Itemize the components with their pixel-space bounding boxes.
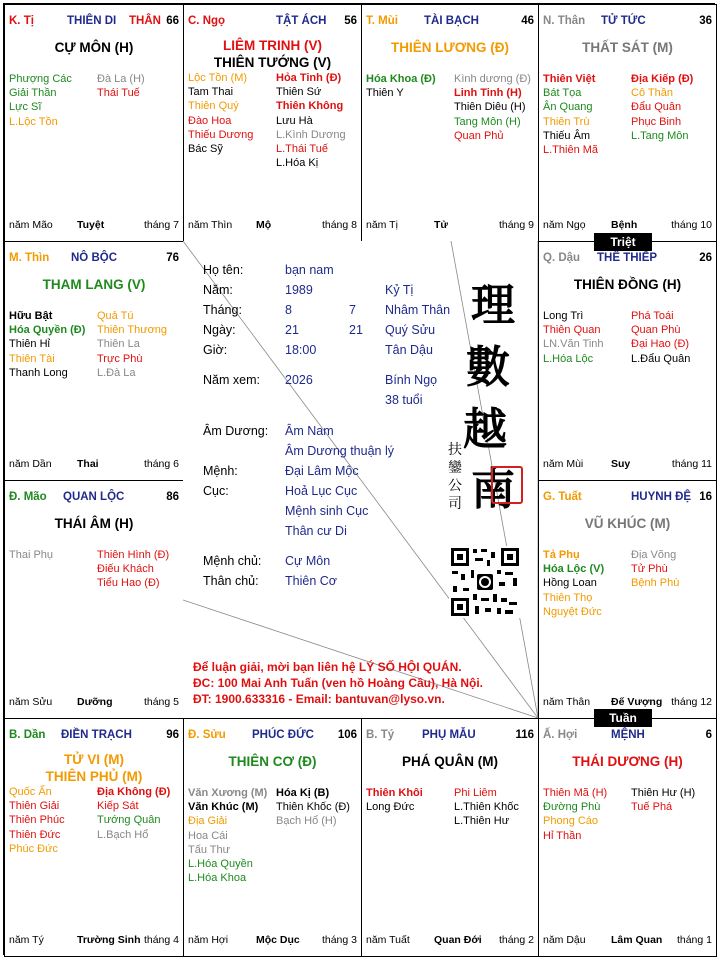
main-star: CỰ MÔN (H)	[54, 40, 134, 55]
label-ho-ten: Họ tên:	[203, 263, 244, 277]
minor-star: Thiên Y	[366, 87, 404, 100]
minor-star: Tuế Phá	[631, 801, 673, 814]
footer-month: tháng 3	[321, 934, 357, 946]
palace-name: MỆNH	[611, 729, 645, 741]
minor-star: Tướng Quân	[97, 814, 161, 827]
value-gio-can: Tân Dậu	[385, 343, 433, 357]
footer-year: năm Tý	[9, 934, 44, 946]
minor-star: Phục Binh	[631, 115, 682, 128]
qr-code	[449, 546, 521, 618]
left-star-column	[543, 72, 598, 157]
value-menh-chu: Cự Môn	[285, 554, 331, 568]
minor-star: Phượng Các	[9, 73, 72, 85]
main-star: THÁI ÂM (H)	[54, 516, 134, 531]
value-nam-xem: 2026	[285, 373, 313, 387]
palace-cell-k	[4, 4, 184, 242]
value-am-duong-2: Âm Dương thuận lý	[285, 444, 394, 458]
palace-footer	[5, 934, 183, 948]
left-star-column	[188, 71, 253, 156]
minor-star: Thiên Tài	[9, 352, 55, 365]
palace-name: THÊ THIẾP	[597, 252, 658, 264]
palace-age-number: 36	[699, 15, 712, 27]
palace-cell-t	[361, 4, 539, 242]
footer-month: tháng 5	[143, 696, 179, 708]
palace-age-number: 56	[344, 15, 357, 27]
minor-star: Thiếu Dương	[188, 128, 254, 141]
minor-star: Điếu Khách	[97, 563, 154, 576]
label-thang: Tháng:	[203, 303, 242, 317]
tuan-badge: Tuần	[594, 709, 652, 727]
palace-name: HUYNH ĐỆ	[631, 491, 692, 503]
minor-star: Quả Tú	[97, 310, 134, 322]
palace-footer	[539, 458, 716, 472]
palace-branch-label: Q. Dậu	[543, 252, 581, 264]
logo-char-3: 越	[463, 404, 507, 455]
palace-cell-ds	[183, 718, 362, 957]
minor-star: Địa Võng	[631, 549, 677, 561]
value-nam-xem-can: Bính Ngọ	[385, 373, 438, 387]
minor-star: L.Bạch Hổ	[97, 828, 149, 841]
footer-phase: Bệnh	[611, 219, 638, 231]
minor-star: Ân Quang	[543, 101, 593, 114]
footer-month: tháng 4	[143, 934, 179, 946]
left-star-column	[9, 309, 85, 380]
minor-star: Thiên Đức	[9, 828, 61, 841]
palace-cell-n	[538, 4, 717, 242]
minor-star: Nguyệt Đức	[543, 605, 602, 618]
minor-star: Tang Môn (H)	[454, 115, 521, 128]
minor-star: L.Lộc Tồn	[9, 115, 58, 128]
minor-star: Thiên Thọ	[543, 591, 593, 604]
than-marker: THÂN	[129, 15, 161, 27]
minor-star: Phúc Đức	[9, 842, 58, 855]
minor-star: L.Hóa Kị	[276, 157, 319, 170]
label-menh-chu: Mệnh chủ:	[203, 554, 262, 568]
footer-month: tháng 8	[321, 219, 357, 231]
value-tuoi: 38 tuổi	[385, 393, 423, 407]
footer-year: năm Dần	[9, 458, 52, 470]
minor-star: Tả Phụ	[543, 549, 580, 561]
palace-branch-label: B. Dần	[9, 729, 46, 741]
left-star-column	[366, 72, 436, 100]
palace-age-number: 86	[166, 491, 179, 503]
minor-star: L.Đà La	[97, 366, 136, 379]
logo-char-2: 數	[466, 342, 510, 393]
left-star-column	[366, 786, 423, 814]
palace-cell-c	[183, 4, 362, 242]
footer-phase: Lâm Quan	[611, 934, 663, 946]
palace-footer	[539, 219, 716, 233]
palace-cell-m	[4, 241, 184, 481]
minor-star: Bác Sỹ	[188, 142, 223, 155]
footer-month: tháng 9	[498, 219, 534, 231]
value-gio: 18:00	[285, 343, 317, 357]
palace-age-number: 26	[699, 252, 712, 264]
main-star: THÁI DƯƠNG (H)	[572, 754, 683, 769]
minor-star: Phi Liêm	[454, 787, 497, 799]
contact-info	[193, 659, 483, 707]
minor-star: Thiên Thương	[97, 324, 168, 337]
minor-star: Lưu Hà	[276, 114, 313, 127]
palace-cell-b	[4, 718, 184, 957]
palace-cell-a	[538, 718, 717, 957]
minor-star: Cô Thần	[631, 87, 673, 100]
contact-address: ĐC: 100 Mai Anh Tuấn (ven hồ Hoàng Cầu), Hà Nội.	[193, 676, 484, 690]
logo-char-1: 理	[471, 280, 515, 331]
minor-star: Địa Không (Đ)	[97, 786, 171, 798]
main-star: TỬ VI (M)	[64, 752, 124, 767]
palace-name: PHỤ MẪU	[422, 729, 476, 741]
footer-month: tháng 11	[671, 458, 712, 470]
palace-age-number: 76	[166, 252, 179, 264]
minor-star: Hữu Bật	[9, 310, 53, 322]
minor-star: Thiên Trù	[543, 115, 590, 128]
minor-star: Thiên Khốc (Đ)	[276, 801, 350, 814]
right-star-column	[631, 548, 679, 591]
footer-month: tháng 10	[671, 219, 712, 231]
footer-year: năm Mão	[9, 219, 53, 231]
minor-star: L.Thiên Mã	[543, 143, 599, 156]
minor-star: Kiếp Sát	[97, 800, 139, 813]
palace-name: ĐIỀN TRẠCH	[61, 729, 132, 741]
minor-star: Long Trì	[543, 310, 584, 322]
palace-age-number: 66	[166, 15, 179, 27]
minor-star: Hỏa Tinh (Đ)	[276, 72, 342, 84]
label-am-duong: Âm Dương:	[203, 424, 269, 438]
value-ngay-solar: 21	[285, 323, 299, 337]
minor-star: Thai Phụ	[9, 549, 54, 561]
value-thang-can: Nhâm Thân	[385, 303, 451, 317]
palace-age-number: 106	[337, 729, 357, 741]
palace-footer	[539, 696, 716, 710]
palace-name: THIÊN DI	[67, 15, 117, 27]
minor-star: Thiên Sứ	[276, 86, 322, 99]
palace-age-number: 46	[521, 15, 534, 27]
palace-name: TỬ TỨC	[601, 15, 646, 27]
palace-branch-label: T. Mùi	[366, 15, 398, 27]
footer-month: tháng 2	[498, 934, 534, 946]
palace-footer	[539, 934, 716, 948]
seal-text: 扶鑾公司	[448, 442, 462, 512]
minor-star: Địa Giải	[188, 815, 228, 828]
minor-star: Thiên Khôi	[366, 787, 423, 799]
palace-branch-label: M. Thìn	[9, 252, 50, 264]
footer-month: tháng 12	[671, 696, 712, 708]
palace-cell-bt	[361, 718, 539, 957]
minor-star: Đào Hoa	[188, 114, 232, 127]
minor-star: Quan Phủ	[454, 129, 504, 142]
minor-star: Hỉ Thần	[543, 829, 582, 842]
footer-phase: Quan Đới	[434, 934, 482, 946]
footer-phase: Tử	[434, 219, 449, 231]
contact-line-1: Để luận giải, mời bạn liên hệ LÝ SỐ HỘI QUÁN.	[193, 660, 462, 674]
value-cuc-3: Thân cư Di	[285, 524, 347, 538]
palace-age-number: 16	[699, 491, 712, 503]
minor-star: Quốc Ấn	[9, 786, 52, 798]
value-ngay-lunar: 21	[349, 323, 363, 337]
minor-star: Hóa Khoa (Đ)	[366, 73, 436, 85]
minor-star: L.Hóa Lộc	[543, 352, 594, 365]
right-star-column	[97, 309, 167, 380]
footer-year: năm Thìn	[188, 219, 233, 231]
footer-month: tháng 1	[676, 934, 712, 946]
palace-name: TẬT ÁCH	[276, 15, 327, 27]
palace-branch-label: K. Tị	[9, 15, 34, 27]
value-cuc-2: Mệnh sinh Cục	[285, 504, 369, 518]
minor-star: Phong Cáo	[543, 815, 599, 828]
minor-star: Hoa Cái	[188, 829, 228, 842]
left-star-column	[543, 548, 604, 619]
footer-year: năm Thân	[543, 696, 591, 708]
palace-branch-label: Đ. Mão	[9, 491, 47, 503]
minor-star: L.Đẩu Quân	[631, 352, 691, 365]
minor-star: Thiên Phúc	[9, 814, 65, 827]
footer-month: tháng 6	[143, 458, 179, 470]
label-gio: Giờ:	[203, 343, 228, 357]
minor-star: Địa Kiếp (Đ)	[631, 73, 694, 85]
value-thang-lunar: 7	[349, 303, 356, 317]
minor-star: L.Thiên Hư	[454, 815, 510, 828]
right-star-column	[454, 72, 531, 143]
footer-year: năm Sửu	[9, 696, 53, 708]
right-star-column	[631, 309, 690, 366]
red-seal	[491, 466, 523, 504]
footer-phase: Thai	[77, 458, 99, 470]
contact-phone-email: ĐT: 1900.633316 - Email: bantuvan@lyso.vn.	[193, 692, 445, 706]
main-star: VŨ KHÚC (M)	[584, 516, 671, 531]
minor-star: Thiếu Âm	[543, 129, 591, 142]
minor-star: Văn Khúc (M)	[188, 801, 259, 814]
right-star-column	[97, 72, 145, 100]
footer-phase: Tuyệt	[77, 219, 105, 231]
minor-star: Kình dương (Đ)	[454, 73, 531, 85]
main-star: PHÁ QUÂN (M)	[402, 754, 498, 769]
palace-branch-label: B. Tý	[366, 729, 395, 741]
minor-star: L.Thái Tuế	[276, 142, 328, 155]
footer-phase: Suy	[611, 458, 631, 470]
palace-cell-q	[538, 241, 717, 481]
minor-star: Thái Tuế	[97, 87, 140, 100]
minor-star: Đường Phù	[543, 801, 601, 814]
right-star-column	[276, 71, 346, 170]
minor-star: Thiên Diêu (H)	[454, 101, 526, 114]
left-star-column	[188, 786, 267, 885]
palace-footer	[5, 458, 183, 472]
main-star: THẤT SÁT (M)	[582, 40, 673, 55]
right-star-column	[276, 786, 350, 829]
minor-star: Thiên Hình (Đ)	[97, 549, 170, 561]
minor-star: Tiểu Hao (Đ)	[97, 577, 160, 590]
value-ngay-can: Quý Sửu	[385, 323, 436, 337]
minor-star: Thiên Hư (H)	[631, 787, 696, 799]
palace-age-number: 6	[705, 729, 712, 741]
palace-branch-label: Ấ. Hợi	[543, 729, 578, 741]
left-star-column	[543, 309, 604, 366]
left-star-column	[543, 786, 607, 843]
left-star-column	[9, 548, 53, 562]
minor-star: L.Hóa Khoa	[188, 872, 247, 885]
minor-star: Thanh Long	[9, 366, 68, 379]
triet-badge: Triệt	[594, 233, 652, 251]
label-nam-xem: Năm xem:	[203, 373, 260, 387]
minor-star: L.Hóa Quyền	[188, 857, 253, 870]
footer-year: năm Dậu	[543, 934, 586, 946]
palace-age-number: 96	[166, 729, 179, 741]
minor-star: Thiên La	[97, 338, 140, 351]
main-star: LIÊM TRINH (V)	[223, 38, 322, 53]
right-star-column	[631, 786, 695, 814]
palace-footer	[184, 219, 361, 233]
right-star-column	[631, 72, 693, 143]
value-nam-can: Kỷ Tị	[385, 283, 414, 297]
palace-branch-label: G. Tuất	[543, 491, 582, 503]
minor-star: Tử Phù	[631, 563, 668, 576]
minor-star: Đại Hao (Đ)	[631, 338, 690, 351]
palace-age-number: 116	[515, 729, 534, 741]
palace-name: QUAN LỘC	[63, 491, 125, 503]
footer-year: năm Ngọ	[543, 219, 586, 231]
main-star: THIÊN TƯỚNG (V)	[213, 55, 332, 70]
minor-star: Hóa Kị (B)	[276, 787, 330, 799]
main-star: THIÊN PHỦ (M)	[45, 769, 143, 784]
label-nam: Năm:	[203, 283, 233, 297]
minor-star: Thiên Không	[276, 100, 344, 113]
minor-star: Văn Xương (M)	[188, 787, 268, 799]
footer-year: năm Tuất	[366, 934, 410, 946]
minor-star: Lộc Tồn (M)	[188, 72, 248, 84]
palace-branch-label: C. Ngọ	[188, 15, 226, 27]
value-am-duong: Âm Nam	[285, 424, 334, 438]
value-ho-ten: bạn nam	[285, 263, 334, 277]
palace-footer	[184, 934, 361, 948]
palace-name: TÀI BẠCH	[424, 15, 479, 27]
minor-star: Giải Thần	[9, 87, 57, 100]
minor-star: L.Tang Môn	[631, 129, 689, 142]
minor-star: Quan Phù	[631, 324, 681, 337]
value-than-chu: Thiên Cơ	[285, 574, 337, 588]
palace-name: NÔ BỘC	[71, 252, 117, 264]
minor-star: Thiên Hỉ	[9, 338, 50, 351]
center-info-panel	[183, 241, 538, 718]
minor-star: Bát Tọa	[543, 87, 582, 100]
left-star-column	[9, 785, 65, 856]
minor-star: Tấu Thư	[188, 843, 231, 856]
footer-phase: Mộc Dục	[256, 934, 300, 946]
minor-star: Bạch Hổ (H)	[276, 815, 337, 828]
palace-footer	[362, 934, 538, 948]
minor-star: L.Kình Dương	[276, 128, 346, 141]
minor-star: Long Đức	[366, 801, 415, 814]
label-menh: Mệnh:	[203, 464, 238, 478]
palace-cell-d	[4, 480, 184, 719]
footer-month: tháng 7	[143, 219, 179, 231]
palace-footer	[362, 219, 538, 233]
minor-star: Thiên Quan	[543, 324, 601, 337]
minor-star: Thiên Mã (H)	[543, 787, 608, 799]
minor-star: Hóa Quyền (Đ)	[9, 324, 86, 337]
minor-star: Đà La (H)	[97, 73, 145, 85]
footer-phase: Đế Vượng	[611, 696, 663, 708]
minor-star: Thiên Việt	[543, 73, 596, 85]
left-star-column	[9, 72, 72, 129]
right-star-column	[97, 548, 169, 591]
label-than-chu: Thân chủ:	[203, 574, 259, 588]
value-menh: Đại Lâm Mộc	[285, 464, 359, 478]
label-ngay: Ngày:	[203, 323, 236, 337]
value-thang-solar: 8	[285, 303, 292, 317]
minor-star: LN.Văn Tinh	[543, 338, 604, 351]
value-nam-solar: 1989	[285, 283, 313, 297]
minor-star: Tam Thai	[188, 86, 234, 99]
footer-year: năm Hợi	[188, 934, 229, 946]
logo-char-4: 南	[471, 464, 515, 515]
footer-phase: Mộ	[256, 219, 272, 231]
minor-star: L.Thiên Khốc	[454, 801, 519, 814]
footer-phase: Dưỡng	[77, 696, 113, 708]
minor-star: Hồng Loan	[543, 577, 597, 590]
palace-footer	[5, 696, 183, 710]
palace-branch-label: Đ. Sửu	[188, 729, 226, 741]
minor-star: Phá Toái	[631, 310, 674, 322]
main-star: THIÊN CƠ (Đ)	[228, 754, 317, 769]
palace-name: PHÚC ĐỨC	[252, 729, 314, 741]
minor-star: Thiên Giải	[9, 800, 60, 813]
right-star-column	[97, 785, 170, 842]
footer-year: năm Tị	[366, 219, 398, 231]
right-star-column	[454, 786, 519, 829]
minor-star: Thiên Quý	[188, 100, 239, 113]
minor-star: Đẩu Quân	[631, 101, 682, 114]
footer-year: năm Mùi	[543, 458, 584, 470]
palace-cell-g	[538, 480, 717, 719]
minor-star: Linh Tinh (H)	[454, 87, 522, 100]
palace-footer	[5, 219, 183, 233]
minor-star: Trực Phù	[97, 352, 143, 365]
minor-star: Hóa Lộc (V)	[543, 563, 605, 576]
minor-star: Bệnh Phù	[631, 577, 680, 590]
main-star: THIÊN LƯƠNG (Đ)	[391, 40, 509, 55]
palace-branch-label: N. Thân	[543, 15, 586, 27]
value-cuc: Hoả Lục Cục	[285, 484, 358, 498]
main-star: THIÊN ĐỒNG (H)	[573, 277, 682, 292]
footer-phase: Trường Sinh	[77, 934, 141, 946]
label-cuc: Cục:	[203, 484, 229, 498]
minor-star: Lực Sĩ	[9, 101, 42, 114]
main-star: THAM LANG (V)	[42, 277, 146, 292]
